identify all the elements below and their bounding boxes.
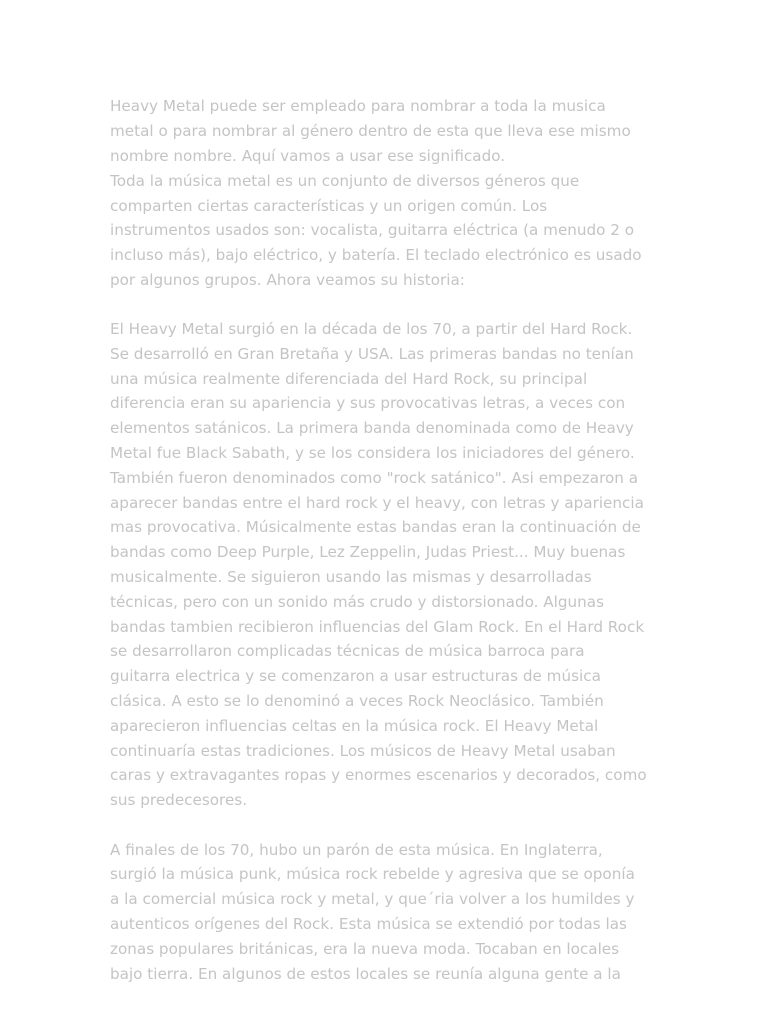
text-line: clásica. A esto se lo denominó a veces Rock Neoclásico. También <box>110 692 604 710</box>
text-line: comparten ciertas características y un origen común. Los <box>110 197 548 215</box>
text-line: bandas como Deep Purple, Lez Zeppelin, Judas Priest... Muy buenas <box>110 543 626 561</box>
text-line: surgió la música punk, música rock rebelde y agresiva que se oponía <box>110 865 635 883</box>
text-line: diferencia eran su apariencia y sus provocativas letras, a veces con <box>110 394 626 412</box>
text-line: mas provocativa. Músicalmente estas bandas eran la continuación de <box>110 518 641 536</box>
text-line: Metal fue Black Sabath, y se los considera los iniciadores del género. <box>110 444 635 462</box>
text-line: También fueron denominados como "rock satánico". Asi empezaron a <box>110 469 639 487</box>
text-line: aparecieron influencias celtas en la música rock. El Heavy Metal <box>110 717 599 735</box>
text-line: A finales de los 70, hubo un parón de esta música. En Inglaterra, <box>110 841 603 859</box>
text-line: zonas populares británicas, era la nueva moda. Tocaban en locales <box>110 940 620 958</box>
text-line: guitarra electrica y se comenzaron a usar estructuras de música <box>110 667 601 685</box>
text-line: aparecer bandas entre el hard rock y el heavy, con letras y apariencia <box>110 494 644 512</box>
text-line: bajo tierra. En algunos de estos locales se reunía alguna gente a la <box>110 965 621 983</box>
text-line: por algunos grupos. Ahora veamos su historia: <box>110 271 465 289</box>
text-line: metal o para nombrar al género dentro de esta que lleva ese mismo <box>110 122 631 140</box>
text-line: Toda la música metal es un conjunto de diversos géneros que <box>110 172 580 190</box>
text-line: una música realmente diferenciada del Hard Rock, su principal <box>110 370 588 388</box>
text-line: bandas tambien recibieron influencias del Glam Rock. En el Hard Rock <box>110 618 645 636</box>
text-line: El Heavy Metal surgió en la década de los 70, a partir del Hard Rock. <box>110 320 633 338</box>
text-line: musicalmente. Se siguieron usando las mismas y desarrolladas <box>110 568 592 586</box>
text-line: nombre nombre. Aquí vamos a usar ese significado. <box>110 147 506 165</box>
text-line: incluso más), bajo eléctrico, y batería. El teclado electrónico es usado <box>110 246 642 264</box>
text-line: continuaría estas tradiciones. Los músicos de Heavy Metal usaban <box>110 742 616 760</box>
text-line: a la comercial música rock y metal, y que´ria volver a los humildes y <box>110 890 635 908</box>
text-line: Heavy Metal puede ser empleado para nombrar a toda la musica <box>110 97 606 115</box>
text-line: Se desarrolló en Gran Bretaña y USA. Las primeras bandas no tenían <box>110 345 634 363</box>
text-line: caras y extravagantes ropas y enormes escenarios y decorados, como <box>110 766 647 784</box>
text-line: instrumentos usados son: vocalista, guitarra eléctrica (a menudo 2 o <box>110 221 635 239</box>
text-line: autenticos orígenes del Rock. Esta música se extendió por todas las <box>110 915 627 933</box>
text-line: elementos satánicos. La primera banda denominada como de Heavy <box>110 419 634 437</box>
text-line: sus predecesores. <box>110 791 248 809</box>
text-line: técnicas, pero con un sonido más crudo y distorsionado. Algunas <box>110 593 605 611</box>
text-line: se desarrollaron complicadas técnicas de música barroca para <box>110 642 585 660</box>
